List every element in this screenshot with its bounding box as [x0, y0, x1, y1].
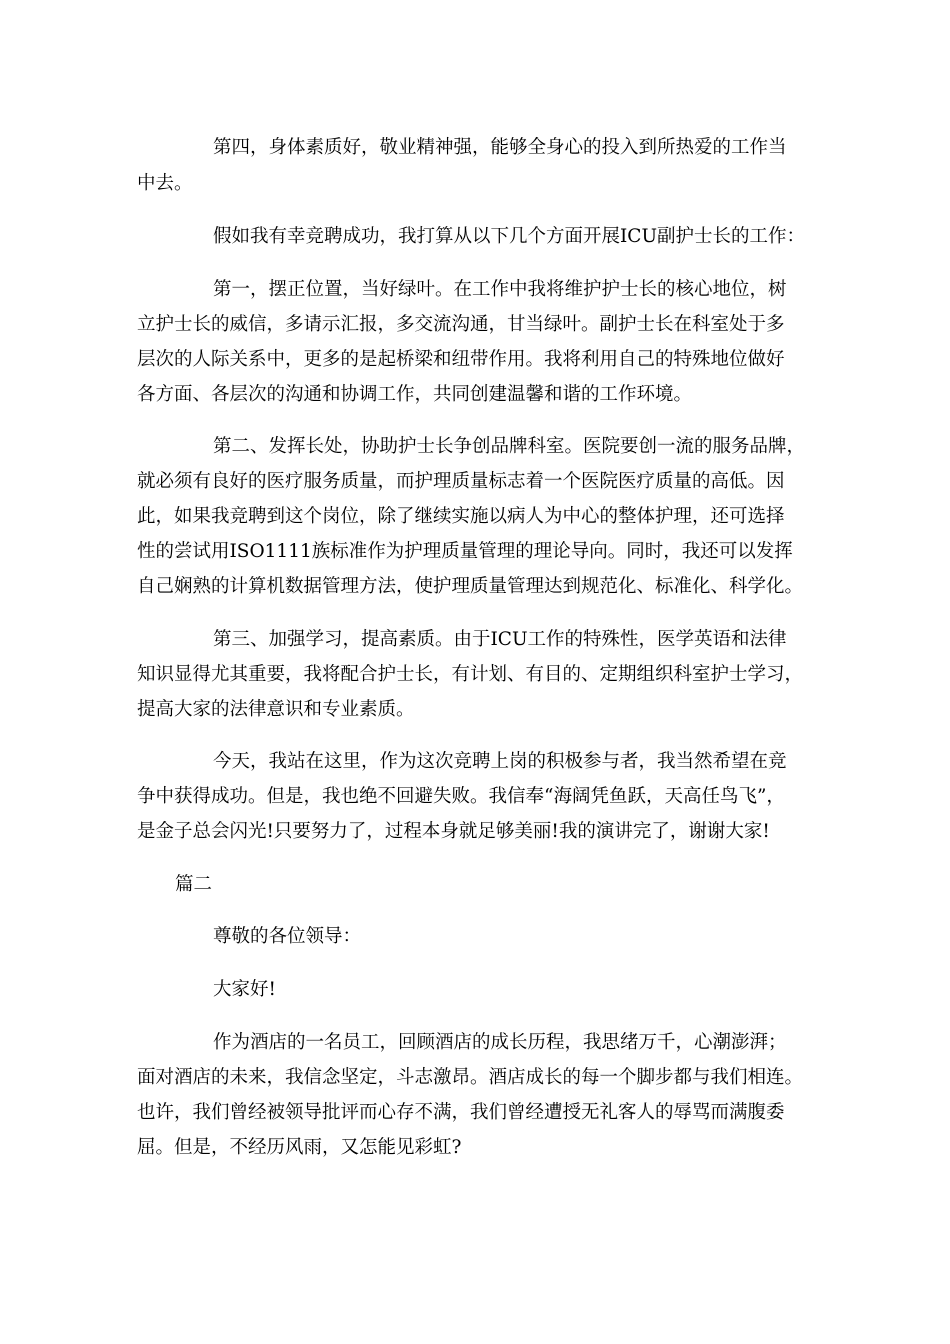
- point-1-line-4: 各方面、各层次的沟通和协调工作，共同创建温馨和谐的工作环境。: [137, 384, 693, 405]
- hotel-para-line-2: 面对酒店的未来，我信念坚定，斗志激昂。酒店成长的每一个脚步都与我们相连。: [137, 1067, 804, 1088]
- point-3-line-2: 知识显得尤其重要，我将配合护士长，有计划、有目的、定期组织科室护士学习，: [137, 664, 804, 685]
- plan-intro-line: 假如我有幸竞聘成功，我打算从以下几个方面开展ICU副护士长的工作：: [213, 226, 806, 247]
- point-1-line-3: 层次的人际关系中，更多的是起桥梁和纽带作用。我将利用自己的特殊地位做好: [137, 349, 785, 370]
- salutation: 尊敬的各位领导：: [213, 926, 362, 947]
- point-3-line-1: 第三、加强学习，提高素质。由于ICU工作的特殊性，医学英语和法律: [213, 629, 787, 650]
- greeting: 大家好!: [213, 979, 276, 1000]
- point-1-line-1: 第一，摆正位置，当好绿叶。在工作中我将维护护士长的核心地位，树: [213, 279, 787, 300]
- point-2-line-4: 性的尝试用ISO1111族标准作为护理质量管理的理论导向。同时，我还可以发挥: [137, 541, 793, 562]
- hotel-para-line-4: 屈。但是，不经历风雨，又怎能见彩虹?: [137, 1137, 462, 1158]
- closing-line-1: 今天，我站在这里，作为这次竞聘上岗的积极参与者，我当然希望在竞: [213, 751, 787, 772]
- hotel-para-line-1: 作为酒店的一名员工，回顾酒店的成长历程，我思绪万千，心潮澎湃；: [213, 1032, 787, 1053]
- point-1-line-2: 立护士长的威信，多请示汇报，多交流沟通，甘当绿叶。副护士长在科室处于多: [137, 314, 785, 335]
- closing-line-2: 争中获得成功。但是，我也绝不回避失败。我信奉“海阔凭鱼跃，天高任鸟飞”，: [137, 786, 785, 807]
- point-2-line-1: 第二、发挥长处，协助护士长争创品牌科室。医院要创一流的服务品牌，: [213, 436, 806, 457]
- para-4-line-1: 第四，身体素质好，敬业精神强，能够全身心的投入到所热爱的工作当: [213, 137, 787, 158]
- section-heading: 篇二: [175, 874, 213, 895]
- closing-line-3: 是金子总会闪光!只要努力了，过程本身就足够美丽!我的演讲完了，谢谢大家!: [137, 821, 770, 842]
- para-4-line-2: 中去。: [137, 173, 193, 194]
- hotel-para-line-3: 也许，我们曾经被领导批评而心存不满，我们曾经遭授无礼客人的辱骂而满腹委: [137, 1102, 785, 1123]
- point-2-line-3: 此，如果我竞聘到这个岗位，除了继续实施以病人为中心的整体护理，还可选择: [137, 506, 785, 527]
- point-2-line-2: 就必须有良好的医疗服务质量，而护理质量标志着一个医院医疗质量的高低。因: [137, 471, 785, 492]
- point-2-line-5: 自己娴熟的计算机数据管理方法，使护理质量管理达到规范化、标准化、科学化。: [137, 576, 804, 597]
- point-3-line-3: 提高大家的法律意识和专业素质。: [137, 699, 415, 720]
